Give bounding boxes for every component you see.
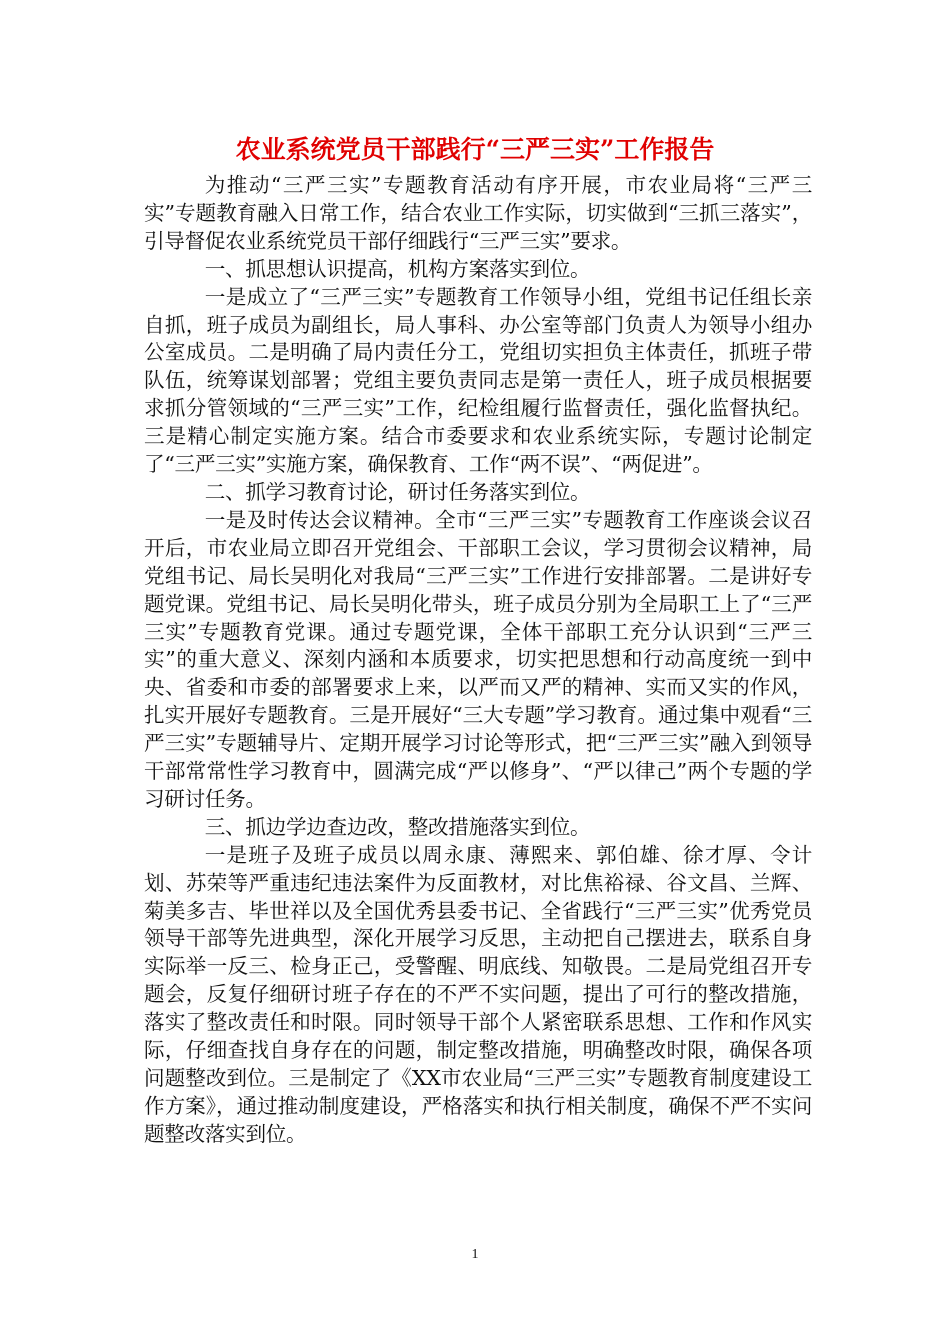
section-3-paragraph: 一是班子及班子成员以周永康、薄熙来、郭伯雄、徐才厚、令计划、苏荣等严重违纪违法案件为反面教材，对比焦裕禄、谷文昌、兰辉、菊美多吉、毕世祥以及全国优秀县委书记、全省践行“三严三实”优秀党员领导干部等先进典型，深化开展学习反思，主动把自己摆进去，联系自身实际举一反三、检身正己，受警醒、明底线、知敬畏。二是局党组召开专题会，反复仔细研讨班子存在的不严不实问题，提出了可行的整改措施，落实了整改责任和时限。同时领导干部个人紧密联系思想、工作和作风实际，仔细查找自身存在的问题，制定整改措施，明确整改时限，确保各项问题整改到位。三是制定了《XX市农业局“三严三实”专题教育制度建设工作方案》，通过推动制度建设，严格落实和执行相关制度，确保不严不实问题整改落实到位。 (144, 842, 812, 1146)
page-number: 1 (471, 1247, 479, 1262)
section-heading-3: 三、抓边学边查边改，整改措施落实到位。 (204, 814, 591, 839)
document-title: 农业系统党员干部践行“三严三实”工作报告 (235, 135, 715, 164)
section-heading-2: 二、抓学习教育讨论，研讨任务落实到位。 (204, 479, 591, 504)
document-body (144, 172, 812, 1149)
section-heading-1: 一、抓思想认识提高，机构方案落实到位。 (204, 256, 591, 281)
section-2-paragraph: 一是及时传达会议精神。全市“三严三实”专题教育工作座谈会议召开后，市农业局立即召开党组会、干部职工会议，学习贯彻会议精神，局党组书记、局长吴明化对我局“三严三实”工作进行安排部署。二是讲好专题党课。党组书记、局长吴明化带头，班子成员分别为全局职工上了“三严三实”专题教育党课。通过专题党课，全体干部职工充分认识到“三严三实”的重大意义、深刻内涵和本质要求，切实把思想和行动高度统一到中央、省委和市委的部署要求上来，以严而又严的精神、实而又实的作风，扎实开展好专题教育。三是开展好“三大专题”学习教育。通过集中观看“三严三实”专题辅导片、定期开展学习讨论等形式，把“三严三实”融入到领导干部常常性学习教育中，圆满完成“严以修身”、“严以律己”两个专题的学习研讨任务。 (144, 507, 812, 811)
section-1-paragraph: 一是成立了“三严三实”专题教育工作领导小组，党组书记任组长亲自抓，班子成员为副组长，局人事科、办公室等部门负责人为领导小组办公室成员。二是明确了局内责任分工，党组切实担负主体责任，抓班子带队伍，统筹谋划部署；党组主要负责同志是第一责任人，班子成员根据要求抓分管领域的“三严三实”工作，纪检组履行监督责任，强化监督执纪。三是精心制定实施方案。结合市委要求和农业系统实际，专题讨论制定了“三严三实”实施方案，确保教育、工作“两不误”、“两促进”。 (144, 284, 812, 477)
intro-paragraph: 为推动“三严三实”专题教育活动有序开展，市农业局将“三严三实”专题教育融入日常工作，结合农业工作实际，切实做到“三抓三落实”，引导督促农业系统党员干部仔细践行“三严三实”要求。 (144, 173, 812, 253)
